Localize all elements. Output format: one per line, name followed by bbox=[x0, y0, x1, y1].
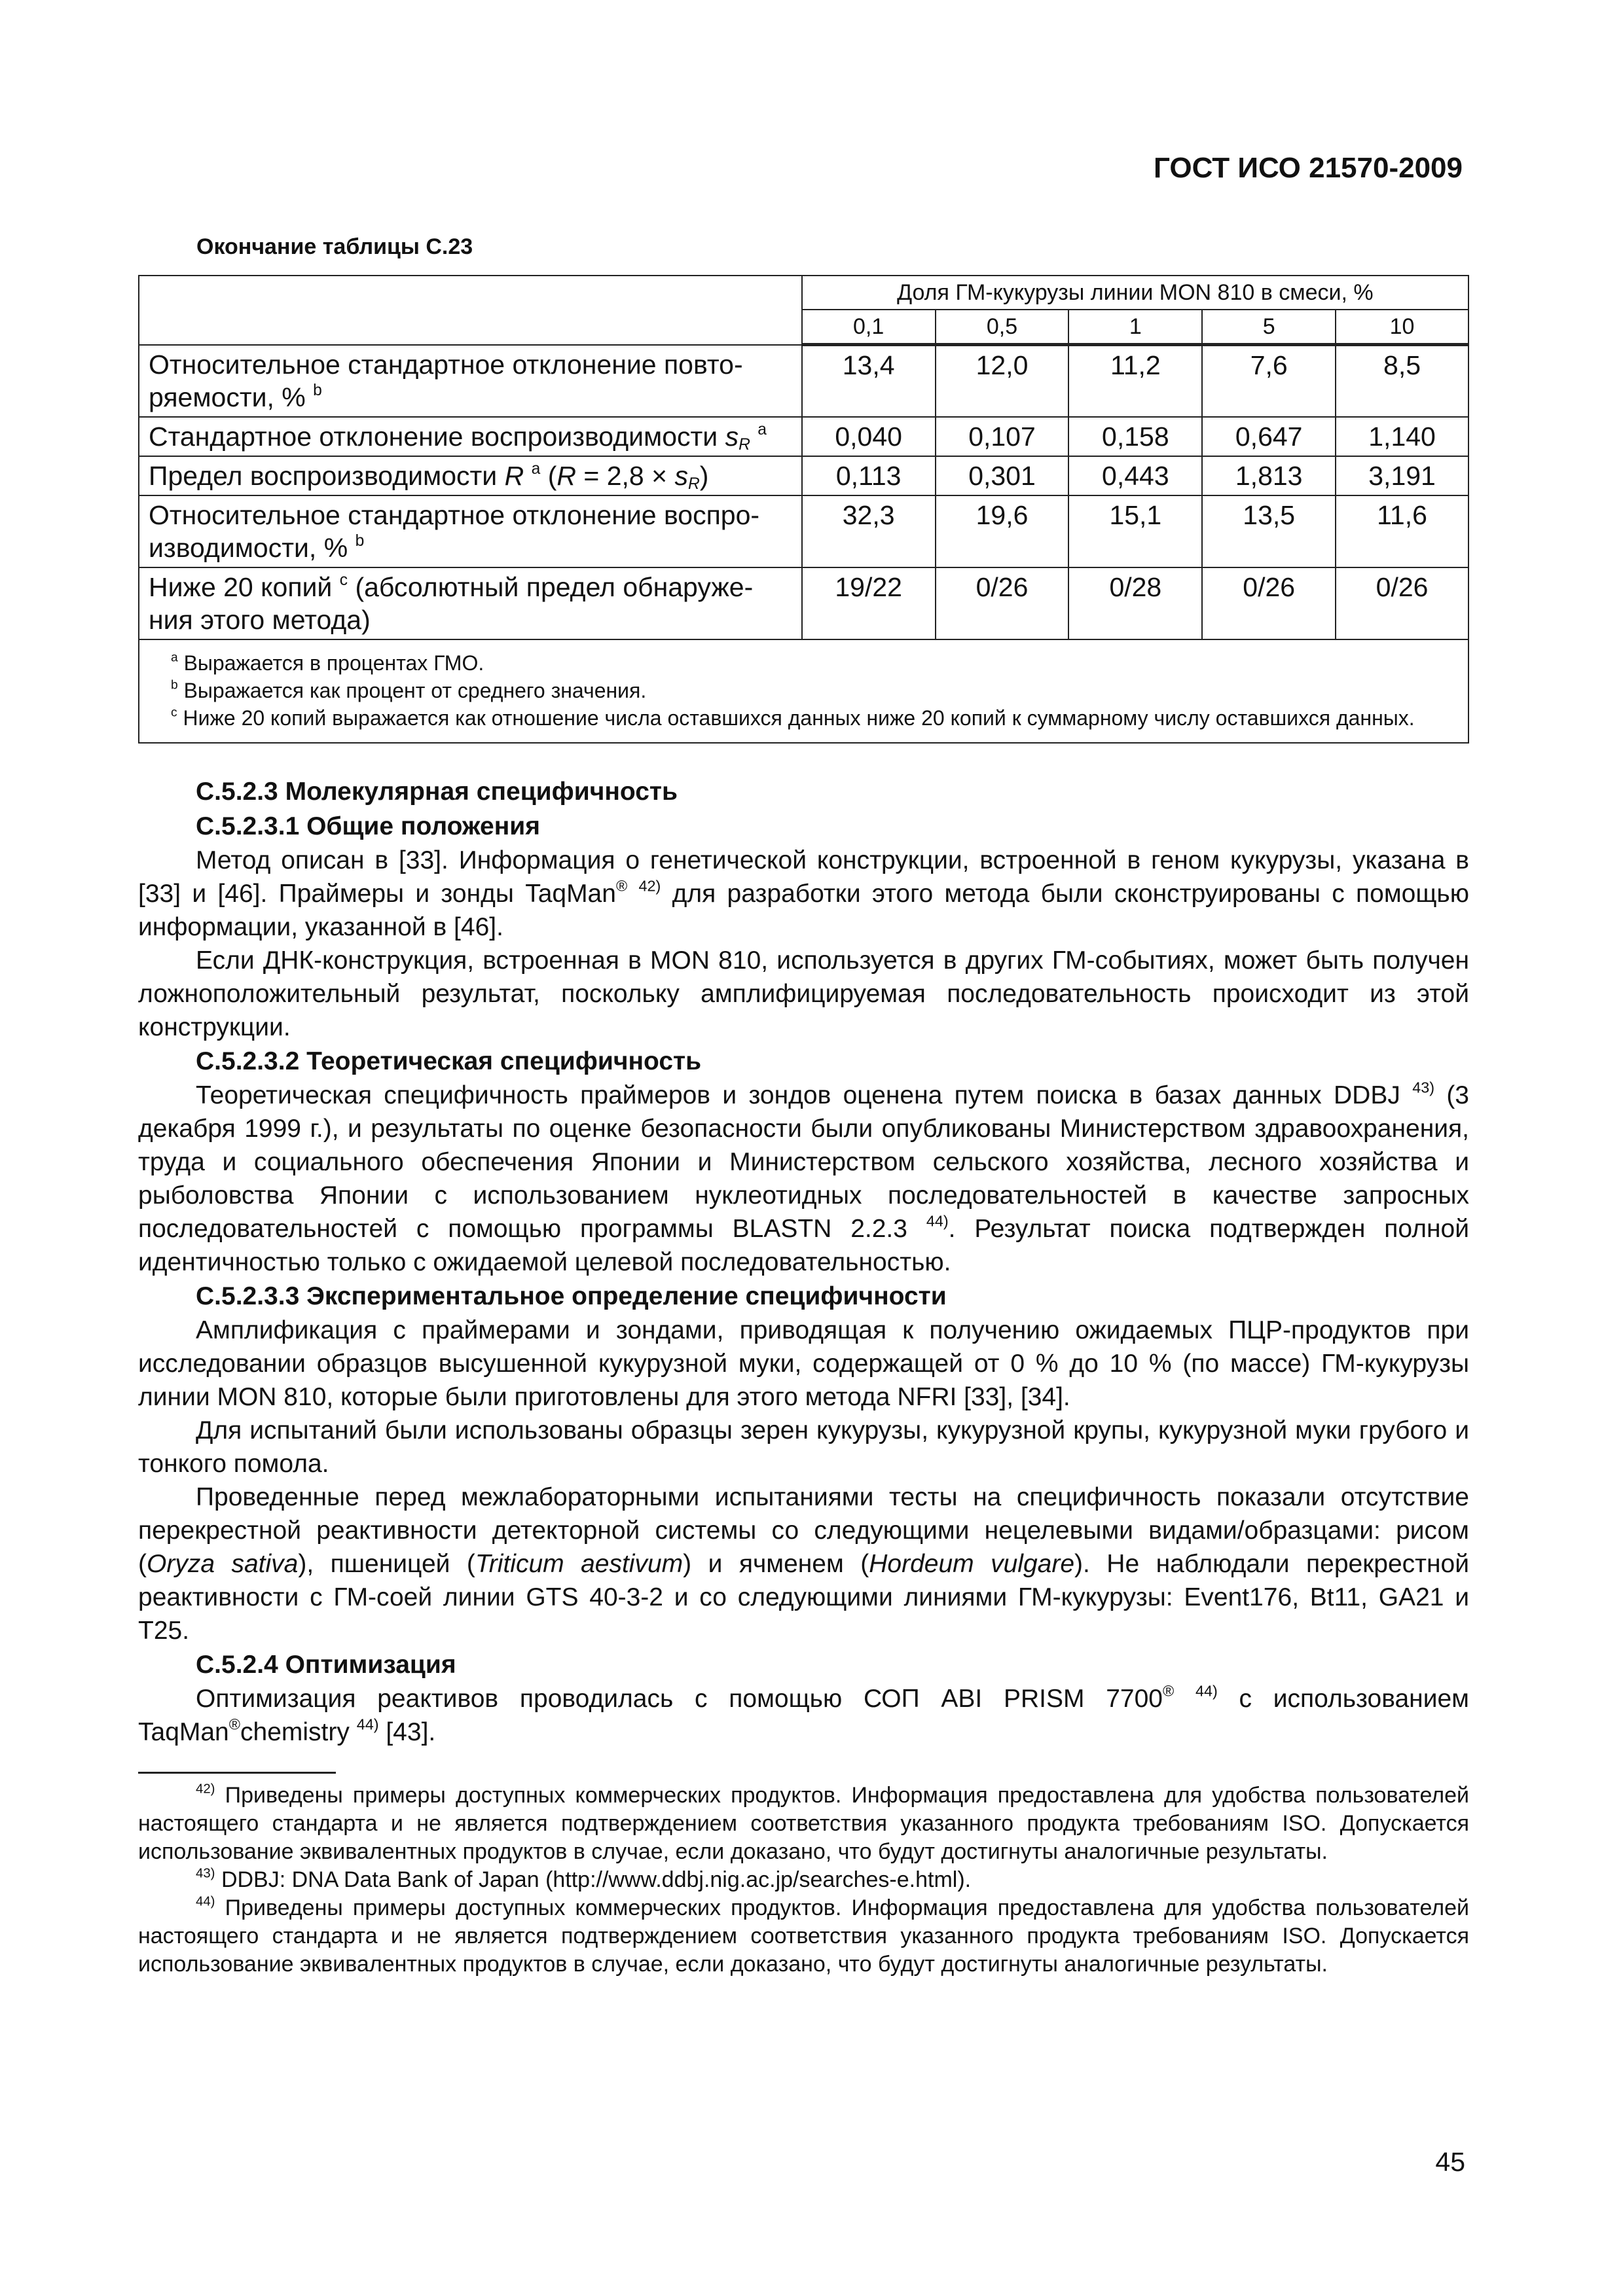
table-cell: 0,107 bbox=[936, 417, 1069, 456]
column-header: 0,1 bbox=[802, 310, 936, 345]
section-heading: С.5.2.3.2 Теоретическая специфичность bbox=[196, 1047, 702, 1075]
table-cell: 0,301 bbox=[936, 456, 1069, 495]
table-cell: 0/26 bbox=[936, 567, 1069, 639]
paragraph: Амплификация с праймерами и зондами, приводящая к получению ожидаемых ПЦР-продуктов при исследовании образцов высушенной кукурузной муки, содержащей от 0 % до 10 % (по массе) ГМ-кукурузы линии MON 810, которые были приготовлены для этого метода NFRI [33], [34]. bbox=[138, 1316, 1469, 1411]
table-cell: 0,443 bbox=[1068, 456, 1202, 495]
table-cell: 0/26 bbox=[1202, 567, 1336, 639]
table-cell: 13,5 bbox=[1202, 495, 1336, 567]
section-heading: С.5.2.3.3 Экспериментальное определение специфичности bbox=[196, 1282, 947, 1310]
table-note: $^a$ Выражается в процентах ГМО. bbox=[171, 651, 484, 675]
table-notes bbox=[139, 639, 1468, 743]
table-cell: 0,647 bbox=[1202, 417, 1336, 456]
section-heading: С.5.2.3 Молекулярная специфичность bbox=[196, 778, 678, 806]
footnote-separator bbox=[138, 1772, 336, 1774]
table-row bbox=[139, 456, 1468, 495]
body-text bbox=[138, 774, 1469, 1749]
table-cell: 15,1 bbox=[1068, 495, 1202, 567]
paragraph: Для испытаний были использованы образцы зерен кукурузы, кукурузной крупы, кукурузной муки грубого и тонкого помола. bbox=[138, 1416, 1469, 1478]
table-header-row bbox=[139, 276, 1468, 310]
table-caption: Окончание таблицы С.23 bbox=[196, 234, 473, 259]
table-corner-cell bbox=[139, 276, 802, 345]
column-header: 5 bbox=[1202, 310, 1336, 345]
table-cell: 11,6 bbox=[1336, 495, 1468, 567]
column-header: 1 bbox=[1068, 310, 1202, 345]
table-row bbox=[139, 417, 1468, 456]
paragraph: Если ДНК-конструкция, встроенная в MON 810, используется в других ГМ-событиях, может быть получен ложноположительный результат, поскольку амплифицируемая последовательность происходит из этой конструкции. bbox=[138, 946, 1469, 1041]
table-cell: 1,140 bbox=[1336, 417, 1468, 456]
precision-table bbox=[138, 275, 1469, 744]
table-note: $^b$ Выражается как процент от среднего значения. bbox=[171, 678, 647, 702]
row-label: Относительное стандартное отклонение воспро-изводимости, % $^b$ bbox=[139, 495, 802, 567]
table-cell: 19,6 bbox=[936, 495, 1069, 567]
group-header: Доля ГМ-кукурузы линии MON 810 в смеси, % bbox=[802, 276, 1468, 310]
column-header: 0,5 bbox=[936, 310, 1069, 345]
row-label: Относительное стандартное отклонение повто-ряемости, % $^b$ bbox=[139, 345, 802, 417]
footnote: $^{43)}$ DDBJ: DNA Data Bank of Japan (http://www.ddbj.nig.ac.jp/searches-e.html). bbox=[196, 1866, 972, 1892]
column-header: 10 bbox=[1336, 310, 1468, 345]
table-cell: 0,040 bbox=[802, 417, 936, 456]
page-number: 45 bbox=[1435, 2147, 1465, 2177]
table-cell: 19/22 bbox=[802, 567, 936, 639]
table-row bbox=[139, 567, 1468, 639]
footnote: $^{44)}$ Приведены примеры доступных коммерческих продуктов. Информация предоставлена для удобства пользователей настоящего стандарта и не является подтверждением соответствия указанного продукта требованиям ISO. Допускается использование эквивалентных продуктов в случае, если доказано, что будут достигнуты аналогичные результаты. bbox=[138, 1894, 1469, 1977]
table-cell: 7,6 bbox=[1202, 345, 1336, 417]
table-cell: 12,0 bbox=[936, 345, 1069, 417]
footnote: $^{42)}$ Приведены примеры доступных коммерческих продуктов. Информация предоставлена для удобства пользователей настоящего стандарта и не является подтверждением соответствия указанного продукта требованиям ISO. Допускается использование эквивалентных продуктов в случае, если доказано, что будут достигнуты аналогичные результаты. bbox=[138, 1782, 1469, 1864]
paragraph: Теоретическая специфичность праймеров и зондов оценена путем поиска в базах данных DDBJ $^{43)}$ (3 декабря 1999 г.), и результаты по оценке безопасности были опубликованы Министерством здравоохранения, труда и социального обеспечения Японии и Министерством сельского хозяйства, лесного хозяйства и рыболовства Японии с использованием нуклеотидных последовательностей в качестве запросных последовательностей с помощью программы BLASTN 2.2.3 $^{44)}$. Результат поиска подтвержден полной идентичностью только с ожидаемой целевой последовательностью. bbox=[138, 1079, 1469, 1276]
table-cell: 0,158 bbox=[1068, 417, 1202, 456]
footnotes bbox=[138, 1782, 1469, 1979]
section-heading: С.5.2.3.1 Общие положения bbox=[196, 812, 541, 840]
table-cell: 3,191 bbox=[1336, 456, 1468, 495]
row-label: Ниже 20 копий $^c$ (абсолютный предел обнаруже-ния этого метода) bbox=[139, 567, 802, 639]
table-note: $^c$ Ниже 20 копий выражается как отношение числа оставшихся данных ниже 20 копий к суммарному числу оставшихся данных. bbox=[171, 706, 1415, 730]
table-row bbox=[139, 495, 1468, 567]
section-heading: С.5.2.4 Оптимизация bbox=[196, 1651, 456, 1679]
row-label: Стандартное отклонение воспроизводимости $s_R$ $^a$ bbox=[139, 417, 802, 456]
table-cell: 0/26 bbox=[1336, 567, 1468, 639]
table-cell: 0/28 bbox=[1068, 567, 1202, 639]
row-label: Предел воспроизводимости R $^a$ $(R = 2,8 \times s_R)$ bbox=[139, 456, 802, 495]
paragraph: Проведенные перед межлабораторными испытаниями тесты на специфичность показали отсутствие перекрестной реактивности детекторной системы со следующими нецелевыми видами/образцами: рисом (Oryza sativa), пшеницей (Triticum aestivum) и ячменем (Hordeum vulgare). Не наблюдали перекрестной реактивности с ГМ-соей линии GTS 40-3-2 и со следующими линиями ГМ-кукурузы: Event176, Bt11, GA21 и T25. bbox=[138, 1483, 1470, 1645]
table-cell: 8,5 bbox=[1336, 345, 1468, 417]
table-cell: 0,113 bbox=[802, 456, 936, 495]
table-cell: 13,4 bbox=[802, 345, 936, 417]
table-cell: 1,813 bbox=[1202, 456, 1336, 495]
standard-header: ГОСТ ИСО 21570-2009 bbox=[1153, 152, 1463, 184]
table-cell: 32,3 bbox=[802, 495, 936, 567]
paragraph: Оптимизация реактивов проводилась с помощью СОП ABI PRISM 7700® $^{44)}$ с использованием TaqMan®chemistry $^{44)}$ [43]. bbox=[138, 1682, 1469, 1746]
table-row bbox=[139, 345, 1468, 417]
table-cell: 11,2 bbox=[1068, 345, 1202, 417]
table-notes-row bbox=[139, 639, 1468, 743]
paragraph: Метод описан в [33]. Информация о генетической конструкции, встроенной в геном кукурузы, указана в [33] и [46]. Праймеры и зонды TaqMan® $^{42)}$ для разработки этого метода были сконструированы с помощью информации, указанной в [46]. bbox=[138, 846, 1470, 941]
